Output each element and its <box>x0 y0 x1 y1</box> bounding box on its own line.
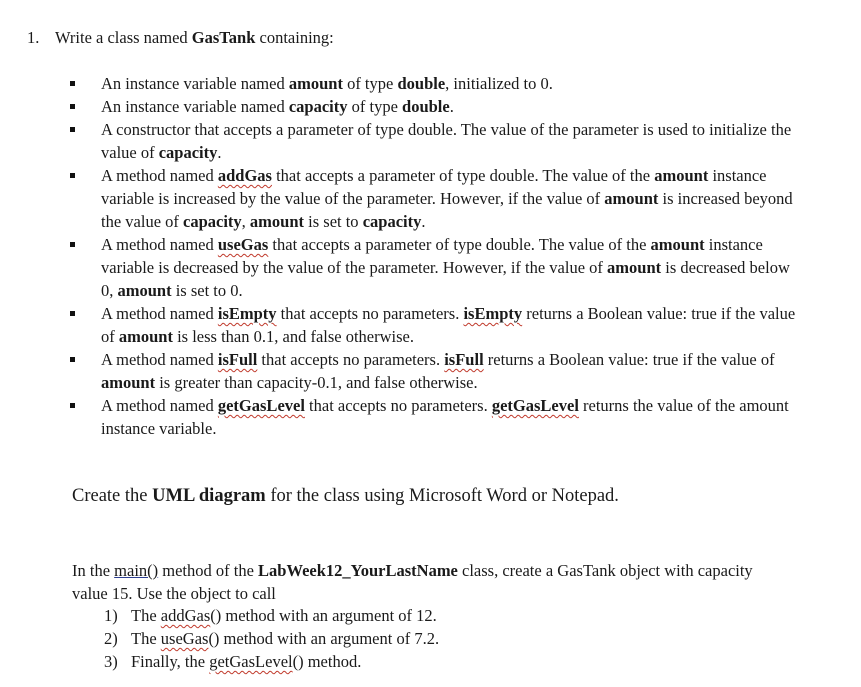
text-run: An instance variable named <box>101 97 289 116</box>
text-run: . <box>217 143 222 162</box>
uml-prefix: Create the <box>72 486 153 506</box>
text-run: , <box>241 212 250 231</box>
requirement-item <box>66 394 806 440</box>
text-run: instance variable is increased by the value of the parameter. However, if the value of <box>101 166 767 208</box>
text-run: amount <box>249 212 305 231</box>
text-run: A method named <box>101 304 218 323</box>
steps-list <box>104 604 439 673</box>
text-run: that accepts no parameters. <box>257 350 445 369</box>
text-run: is less than 0.1, and false otherwise. <box>172 327 414 346</box>
class-name: GasTank <box>191 28 256 47</box>
text-run: amount <box>117 281 172 300</box>
text-run: A method named <box>101 350 218 369</box>
text-run: is set to 0. <box>171 281 243 300</box>
text-run: that accepts a parameter of type double. The value of the <box>268 235 651 254</box>
requirement-item <box>66 302 806 348</box>
uml-bold: UML diagram <box>152 486 266 506</box>
requirement-item <box>66 164 806 233</box>
step-number: 3) <box>104 652 118 671</box>
text-run: that accepts no parameters. <box>276 304 464 323</box>
step-item <box>104 604 439 627</box>
text-run: returns a Boolean value: true if the value of <box>483 350 775 369</box>
text-run: A method named <box>101 166 218 185</box>
text-run: A method named <box>101 396 218 415</box>
requirement-item <box>66 348 806 394</box>
text-run: addGas <box>160 606 211 625</box>
text-run: that accepts a parameter of type double. The value of the <box>271 166 655 185</box>
text-run: of type <box>347 97 403 116</box>
text-run: The <box>131 629 161 648</box>
text-run: amount <box>607 258 662 277</box>
text-run: amount <box>288 74 343 93</box>
text-run: getGasLevel <box>209 652 293 671</box>
question-prefix: Write a class named <box>55 28 192 47</box>
question-heading <box>27 28 334 48</box>
step-number: 2) <box>104 629 118 648</box>
text-run: isEmpty <box>463 304 523 323</box>
uml-suffix: for the class using Microsoft Word or Notepad. <box>265 486 619 506</box>
requirement-item <box>66 72 806 95</box>
text-run: The <box>131 606 161 625</box>
text-run: A method named <box>101 235 218 254</box>
text-run: () method. <box>292 652 362 671</box>
text-run: capacity <box>288 97 348 116</box>
text-run: Finally, the <box>131 652 210 671</box>
text-run: A constructor that accepts a parameter of type double. The value of the parameter is used to initialize the value of <box>101 120 792 162</box>
text-run: An instance variable named <box>101 74 289 93</box>
text-run: is decreased below 0, <box>101 258 790 300</box>
text-run: useGas <box>160 629 209 648</box>
requirement-item <box>66 118 806 164</box>
text-run: capacity <box>183 212 242 231</box>
text-run: () method with an argument of 7.2. <box>208 629 440 648</box>
question-number: 1. <box>27 28 40 47</box>
text-run: that accepts no parameters. <box>304 396 492 415</box>
text-run: isFull <box>217 350 258 369</box>
text-run: () method with an argument of 12. <box>210 606 437 625</box>
requirement-item <box>66 95 806 118</box>
text-run: . <box>421 212 426 231</box>
text-run: of type <box>342 74 398 93</box>
text-run: amount <box>101 373 156 392</box>
text-run: amount <box>654 166 709 185</box>
text-run: amount <box>604 189 659 208</box>
text-run: capacity <box>362 212 422 231</box>
text-run: instance variable is decreased by the value of the parameter. However, if the value of <box>101 235 763 277</box>
text-run: , initialized to 0. <box>445 74 553 93</box>
step-number: 1) <box>104 606 118 625</box>
text-run: double <box>397 74 446 93</box>
step-item <box>104 650 439 673</box>
step-item <box>104 627 439 650</box>
text-run: returns a Boolean value: true if the value of <box>101 304 796 346</box>
text-run: is set to <box>304 212 363 231</box>
text-run: main() <box>114 561 159 580</box>
text-run: . <box>449 97 454 116</box>
text-run: method of the <box>158 561 259 580</box>
text-run: getGasLevel <box>217 396 305 415</box>
text-run: amount <box>650 235 705 254</box>
text-run: returns the value of the amount instance variable. <box>101 396 789 438</box>
text-run: In the <box>72 561 115 580</box>
text-run: isFull <box>444 350 484 369</box>
text-run: useGas <box>217 235 269 254</box>
question-suffix: containing: <box>255 28 334 47</box>
main-method-paragraph <box>72 559 792 605</box>
text-run: double <box>402 97 450 116</box>
text-run: class, create a GasTank object with capacity value 15. Use the object to call <box>72 561 753 603</box>
text-run: capacity <box>158 143 218 162</box>
text-run: isEmpty <box>217 304 277 323</box>
text-run: amount <box>118 327 173 346</box>
text-run: is increased beyond the value of <box>101 189 793 231</box>
text-run: getGasLevel <box>491 396 579 415</box>
requirements-list <box>66 72 806 440</box>
text-run: LabWeek12_YourLastName <box>258 561 458 580</box>
text-run: is greater than capacity-0.1, and false otherwise. <box>155 373 478 392</box>
requirement-item <box>66 233 806 302</box>
text-run: addGas <box>217 166 272 185</box>
uml-instruction <box>72 486 619 507</box>
